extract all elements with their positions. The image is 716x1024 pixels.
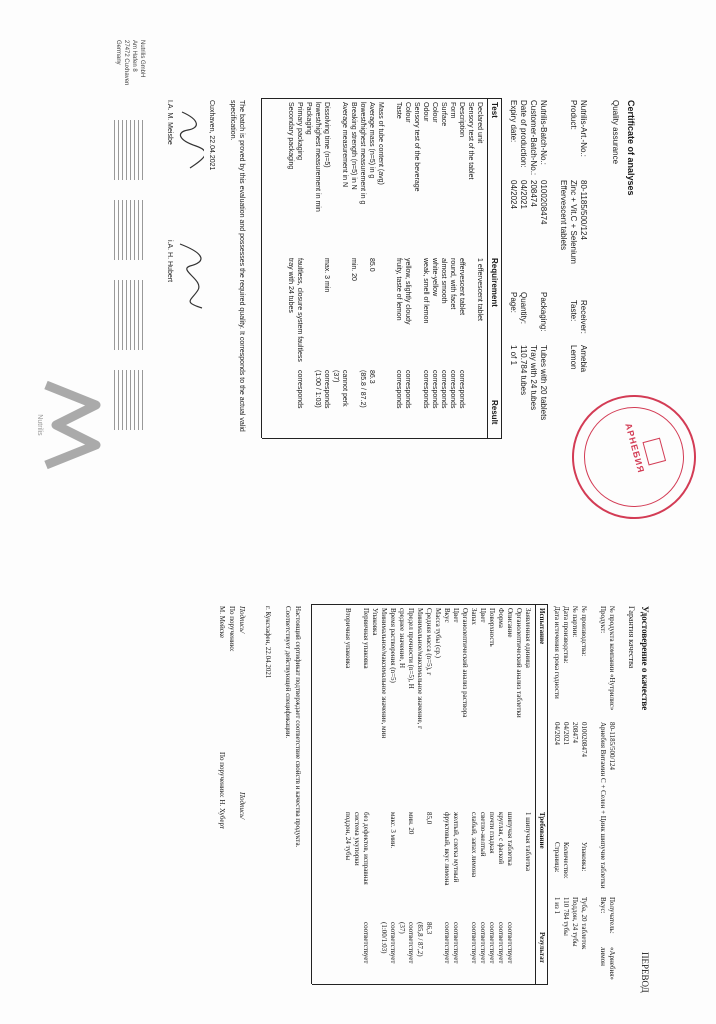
ru-requirement-cell: светло-желтый [479, 812, 487, 857]
ru-requirement-cell: система укупорки [353, 812, 361, 866]
en-result-cell: cannot perk [341, 370, 348, 407]
ru-th-test: Испытание [538, 608, 546, 645]
en-requirement-cell: white-yellow [431, 258, 438, 297]
ru-requirement-cell [370, 812, 379, 885]
en-header-values: 80-1185/500/124 Zinc + Vit.C + Selenium Effervescent tablets [559, 180, 588, 264]
en-test-cell: Colour [404, 102, 411, 123]
ru-requirements-column [343, 812, 532, 885]
en-requirement-cell [376, 258, 385, 362]
en-test-cell: Breaking strength (n=5) in N [350, 102, 357, 190]
en-footer-smallprint-2 [114, 200, 144, 260]
en-title: Certificate of analyses [626, 100, 636, 196]
ru-test-cell: Минимальное/максимальное значение, мин [380, 608, 388, 739]
ru-requirement-cell: мин. 20 [407, 812, 415, 835]
ru-table-left-rule [312, 604, 548, 605]
en-batch-values: 0100208474 208474 04/2021 04/2024 [509, 180, 548, 225]
ru-sign-right-name: По поручению: Н. Хуберт [218, 752, 226, 829]
ru-test-cell: Органолептический анализ таблетки [515, 608, 523, 718]
ru-result-cell [343, 922, 352, 963]
ru-requirement-cell: слабый, запах лимона [470, 812, 478, 878]
en-test-cell: Average measurement in N [341, 102, 348, 188]
ru-result-cell [352, 922, 361, 963]
en-footer-address: Nutrilis GmbH Am Hafen 8 27472 Cuxhaven Germany [115, 40, 145, 86]
ru-batch-values: 0100208474 208474 04/2021 04/2024 [553, 722, 588, 757]
en-th-result: Result [490, 400, 499, 425]
company-stamp: АРНЕБИЯ [558, 381, 710, 533]
en-test-cell: Packaging [305, 102, 312, 135]
en-test-cell: Average mass (n=5) in g [368, 102, 375, 179]
en-requirements-column [286, 258, 484, 362]
en-result-cell [412, 370, 421, 409]
en-result-cell [466, 370, 475, 409]
ru-result-cell: соответствует [407, 922, 415, 964]
ru-batch-values2: Туба, 20 таблеток Поддон, 24 тубы 110 784 тубы 1 из 1 [553, 897, 588, 950]
ru-test-cell: Цвет [452, 608, 460, 623]
en-requirement-cell [358, 258, 367, 362]
ru-requirement-cell [397, 812, 406, 885]
en-batch-labels: Nutrilis-Batch-No.: Customer-Batch-No.: Date of production: Expiry date: [509, 100, 548, 176]
ru-sign-left-name: М. Мейске [218, 606, 226, 639]
ru-requirement-cell [460, 812, 469, 885]
en-requirement-cell: min. 20 [350, 258, 357, 281]
en-test-cell: Sensory test of the tablet [467, 102, 474, 180]
ru-tests-column [343, 608, 532, 738]
en-requirement-cell: 1 effervescent tablet [476, 258, 483, 321]
en-footer-smallprint-1 [114, 120, 144, 180]
en-result-cell: corresponds [323, 370, 330, 409]
en-signature-right [174, 240, 208, 310]
ru-th-result: Результат [538, 932, 546, 963]
en-requirement-cell: fruity, taste of lemon [395, 258, 402, 321]
ru-result-cell: соответствует [470, 922, 478, 964]
en-requirement-cell: effervescent tablet [458, 258, 465, 316]
ru-test-cell [352, 608, 361, 738]
en-result-cell: corresponds [458, 370, 465, 409]
ru-batch-labels2: Упаковка: Количество: Страница: [553, 842, 588, 879]
en-result-cell: 86.3 [368, 370, 375, 384]
en-test-cell [331, 102, 340, 212]
en-result-cell [475, 370, 484, 409]
ru-result-cell [433, 922, 442, 963]
svg-text:Nutrilis: Nutrilis [36, 414, 43, 436]
ru-title: Удостоверение о качестве [640, 606, 650, 711]
en-test-cell: lowest/highest measurement in min [314, 102, 321, 212]
ru-test-cell: Масса тубы (ср.) [434, 608, 442, 658]
ru-header-labels2: Получатель: Вкус: [599, 897, 616, 934]
ru-test-cell: Упаковка [371, 608, 379, 636]
ru-requirement-cell: 1 шипучая таблетка [524, 812, 532, 871]
en-result-cell: corresponds [296, 370, 303, 409]
nutrilis-logo [36, 380, 106, 470]
russian-translation [0, 512, 716, 1024]
en-statement: The batch is proved by this evaluation and possesses the required quality. It corresponds to the actual valid specification. [229, 100, 245, 432]
en-header-values2: Amebia Lemon [569, 345, 588, 373]
ru-requirement-cell: без дефектов, исправная [362, 812, 370, 885]
en-tests-column [286, 102, 484, 212]
ru-result-cell: соответствует [497, 922, 505, 964]
en-result-cell [385, 370, 394, 409]
ru-requirement-cell [415, 812, 424, 885]
ru-sign-left-label: Подпись/ [238, 606, 246, 634]
ru-place-date: г. Куксхафен, 22.04.2021 [264, 606, 272, 679]
en-requirement-cell [412, 258, 421, 362]
en-batch-values2: Tubes with 20 tablets Tray with 24 tubes 110.784 tubes 1 of 1 [509, 345, 548, 421]
ru-requirement-cell: 85,0 [425, 812, 433, 825]
ru-statement-1: Настоящий сертификат подтверждает соответствие свойств и качества продукта. [294, 606, 302, 848]
en-requirement-cell [466, 258, 475, 362]
en-requirement-cell: tray with 24 tubes [287, 258, 294, 313]
en-result-cell: (1:00 / 1:03) [314, 370, 321, 408]
ru-table-top-rule [547, 604, 548, 984]
ru-requirement-cell: желтый, слегка мутный [452, 812, 460, 883]
ru-result-cell [514, 922, 523, 963]
ru-table-right-rule [312, 984, 548, 985]
ru-result-cell: соответствует [488, 922, 496, 964]
en-requirement-cell: max. 3 min [323, 258, 330, 293]
en-test-cell: Taste [395, 102, 402, 119]
ru-test-cell: Описание [506, 608, 514, 638]
en-requirement-cell [331, 258, 340, 362]
en-test-cell: Surface [440, 102, 447, 127]
ru-result-cell: соответствует [452, 922, 460, 964]
ru-test-cell: Запах [470, 608, 478, 625]
en-result-cell [376, 370, 385, 409]
en-result-cell [304, 370, 313, 409]
ru-result-cell: (85,8 / 87,2) [416, 922, 424, 957]
en-test-cell: Primary packaging [296, 102, 303, 160]
ru-subtitle: Гарантия качества [627, 606, 636, 669]
en-place-date: Cuxhaven, 22.04.2021 [208, 100, 215, 171]
en-requirement-cell: almost smooth [440, 258, 447, 304]
ru-result-cell: (37) [398, 922, 406, 934]
ru-test-cell: Заявленная единица [524, 608, 532, 668]
ru-requirement-cell: поддон, 24 тубы [344, 812, 352, 861]
en-batch-labels2: Packaging: Quantity: Page: [509, 292, 548, 332]
en-subtitle: Quality assurance [611, 100, 620, 165]
en-result-cell: corresponds [422, 370, 429, 409]
en-footer-smallprint-3 [114, 280, 144, 350]
ru-th-requirement: Требование [538, 812, 546, 849]
ru-test-cell: Средняя масса (n=5), г [425, 608, 433, 676]
en-test-cell: Declared unit [476, 102, 483, 144]
en-result-cell: (37) [332, 370, 339, 383]
en-table-header-rule [487, 98, 488, 438]
en-test-cell [385, 102, 394, 212]
en-requirement-cell: faultless, closure system faultless [296, 258, 303, 362]
ru-test-cell: среднее значение, Н [398, 608, 406, 669]
en-table-left-rule [262, 98, 502, 99]
ru-batch-labels: № производства: № партии: Дата производства: Дата истечения срока годности [553, 606, 588, 699]
en-result-cell [286, 370, 295, 409]
en-test-cell: Sensory test of the beverage [413, 102, 420, 192]
en-requirement-cell [313, 258, 322, 362]
ru-table-bottom-rule [311, 604, 312, 984]
ru-requirement-cell: почти гладкая [488, 812, 496, 854]
en-requirement-cell: 85.0 [368, 258, 375, 272]
ru-test-cell: Органолептический анализ раствора [461, 608, 469, 718]
en-table-right-rule [262, 438, 502, 439]
en-test-cell: Colour [431, 102, 438, 123]
en-test-cell: Odour [422, 102, 429, 122]
en-result-cell: corresponds [449, 370, 456, 409]
en-result-cell [349, 370, 358, 409]
en-result-cell: corresponds [395, 370, 402, 409]
ru-result-cell [460, 922, 469, 963]
ru-result-cell: соответствует [389, 922, 397, 964]
en-test-cell: Description [458, 102, 465, 138]
en-requirement-cell [385, 258, 394, 362]
ru-test-cell: Предел прочности (n=5), Н [407, 608, 415, 689]
en-signature-left [176, 110, 204, 170]
ru-requirement-cell: макс. 3 мин. [389, 812, 397, 849]
ru-test-cell: Форма [497, 608, 505, 628]
ru-header-labels: № продукта компании «Нутрилис» Продукт: [599, 606, 616, 711]
en-test-cell: Form [449, 102, 456, 119]
en-footer-smallprint-4 [114, 370, 144, 430]
ru-result-cell: 86,3 [425, 922, 433, 935]
ru-test-cell: Поверхность [488, 608, 496, 647]
ru-requirement-cell: круглая, с фаской [497, 812, 505, 865]
ru-sign-right-label: Подпись/ [238, 792, 246, 820]
ru-header-values: 80-1185/500/124 Арнебия Витамин С + Селен + Цинк шипучие таблетки [599, 722, 616, 889]
en-requirement-cell [340, 258, 349, 362]
ru-test-cell: Время растворения (n=5) [389, 608, 397, 683]
en-results-column [286, 370, 484, 409]
ru-result-cell: соответствует [443, 922, 451, 964]
en-table-bottom-rule [261, 98, 262, 438]
ru-table-header-rule [535, 604, 536, 984]
en-requirement-cell [304, 258, 313, 362]
en-signatory-right: i.A. H. Hubert [166, 240, 173, 283]
en-th-requirement: Requirement [490, 258, 499, 307]
ru-result-cell [523, 922, 532, 963]
en-test-cell: Dissolving time (n=5) [323, 102, 330, 168]
ru-requirement-cell: шипучая таблетка [506, 812, 514, 866]
ru-results-column [343, 922, 532, 963]
en-result-cell: corresponds [440, 370, 447, 409]
ru-statement-2: Соответствует действующей спецификации. [284, 606, 292, 739]
ru-requirement-cell [433, 812, 442, 885]
ru-requirement-cell [514, 812, 523, 885]
ru-header-values2: «Арнебия» лимон [599, 947, 616, 980]
en-requirement-cell: yellow, slightly cloudy [404, 258, 411, 325]
en-result-cell: (85.8 / 87.2) [359, 370, 366, 408]
ru-test-cell: Цвет [479, 608, 487, 623]
ru-requirement-cell: фруктовый, вкус лимона [443, 812, 451, 886]
en-test-cell: Secondary packaging [287, 102, 294, 170]
en-requirement-cell: round, with facet [449, 258, 456, 310]
en-test-cell: Mass of tube content (avg) [377, 102, 384, 185]
ru-result-cell: соответствует [479, 922, 487, 964]
ru-test-cell: Вкус [443, 608, 451, 623]
en-table-top-rule [501, 98, 502, 438]
en-result-cell: corresponds [431, 370, 438, 409]
en-th-test: Test [490, 102, 499, 118]
ru-result-cell: соответствует [506, 922, 514, 964]
ru-requirement-cell [379, 812, 388, 885]
en-signatory-left: I.A. M. Meisbe [166, 100, 173, 145]
ru-result-cell: (1:00/1:03) [380, 922, 388, 954]
en-test-cell: lowest/highest measurement in g [359, 102, 366, 205]
ru-result-cell [370, 922, 379, 963]
ru-test-cell: Вторичная упаковка [344, 608, 352, 669]
ru-test-cell: Минимальное/максимальное значение, г [416, 608, 424, 730]
ru-sign-left-sub: По поручению: [228, 606, 236, 652]
en-header-labels: Nutrilis-Art.-No.: Product: [569, 100, 588, 157]
ru-corner-label: ПЕРЕВОД [640, 952, 650, 993]
en-header-labels2: Receiver: Taste: [569, 300, 588, 334]
ru-result-cell: соответствует [362, 922, 370, 964]
en-requirement-cell: weak, smell of lemon [422, 258, 429, 324]
ru-test-cell: Первичная упаковка [362, 608, 370, 669]
en-result-cell: corresponds [404, 370, 411, 409]
